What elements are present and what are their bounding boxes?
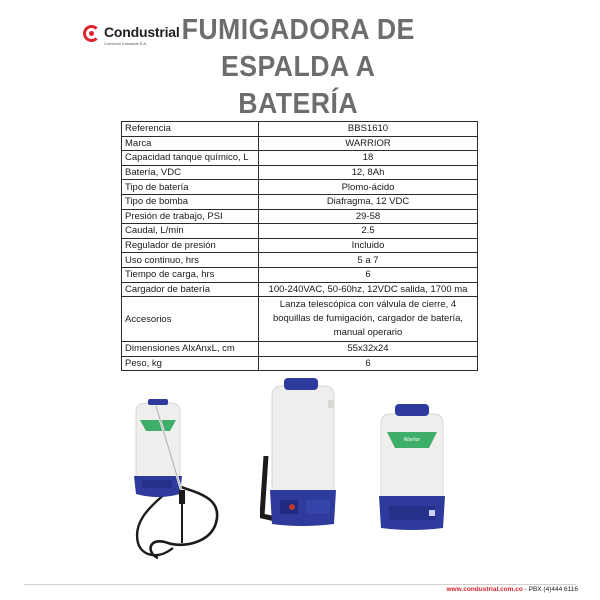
spec-value: 6	[259, 356, 478, 371]
spec-label: Presión de trabajo, PSI	[122, 209, 259, 224]
spec-row	[122, 165, 478, 180]
spec-row	[122, 151, 478, 166]
spec-label: Batería, VDC	[122, 165, 259, 180]
spec-label: Tipo de bomba	[122, 194, 259, 209]
product-image-front-view	[377, 402, 447, 532]
brand-logo-icon	[83, 25, 100, 42]
brand-logo	[83, 24, 179, 50]
spec-row	[122, 253, 478, 268]
spec-label: Regulador de presión	[122, 238, 259, 253]
footer-phone: - PBX (4)444 6116	[522, 586, 578, 593]
spec-value: 55x32x24	[259, 342, 478, 357]
specifications-table-body	[122, 122, 478, 371]
spec-label: Marca	[122, 136, 259, 151]
spec-row	[122, 297, 478, 342]
spec-label: Peso, kg	[122, 356, 259, 371]
spec-row	[122, 136, 478, 151]
spec-row	[122, 224, 478, 239]
spec-label: Cargador de batería	[122, 282, 259, 297]
spec-label: Referencia	[122, 122, 259, 137]
page-title	[174, 12, 422, 123]
product-image-side-view	[260, 376, 340, 528]
spec-value: 100-240VAC, 50-60hz, 12VDC salida, 1700 ma	[259, 282, 478, 297]
spec-label: Uso continuo, hrs	[122, 253, 259, 268]
spec-row	[122, 238, 478, 253]
footer-contact	[447, 586, 579, 593]
spec-value: 18	[259, 151, 478, 166]
spec-value: 29-58	[259, 209, 478, 224]
spec-value: 2.5	[259, 224, 478, 239]
spec-value: BBS1610	[259, 122, 478, 137]
footer-divider	[24, 584, 576, 585]
spec-value: Diafragma, 12 VDC	[259, 194, 478, 209]
spec-row	[122, 180, 478, 195]
spec-row	[122, 342, 478, 357]
spec-value: Lanza telescópica con válvula de cierre, 4 boquillas de fumigación, cargador de batería, manual operario	[259, 297, 478, 342]
spec-label: Tipo de batería	[122, 180, 259, 195]
spec-row	[122, 267, 478, 282]
footer-website[interactable]: www.condustrial.com.co	[446, 586, 523, 593]
spec-row	[122, 282, 478, 297]
spec-value: Incluido	[259, 238, 478, 253]
spec-value: 12, 8Ah	[259, 165, 478, 180]
brand-name: Condustrial	[104, 24, 180, 40]
spec-label: Dimensiones AlxAnxL, cm	[122, 342, 259, 357]
spec-value: 6	[259, 267, 478, 282]
spec-label: Accesorios	[122, 297, 259, 342]
title-line-2: ESPALDA A BATERÍA	[221, 51, 376, 120]
spec-label: Capacidad tanque químico, L	[122, 151, 259, 166]
spec-value: WARRIOR	[259, 136, 478, 151]
spec-label: Caudal, L/min	[122, 224, 259, 239]
spec-row	[122, 209, 478, 224]
product-image-with-lance	[128, 398, 228, 563]
spec-row	[122, 194, 478, 209]
title-line-1: FUMIGADORA DE	[181, 14, 415, 46]
brand-tagline: Comercio Industrial S.A.	[104, 41, 148, 46]
product-brand-label: Warrior	[403, 437, 421, 443]
spec-label: Tiempo de carga, hrs	[122, 267, 259, 282]
spec-row	[122, 356, 478, 371]
spec-value: 5 a 7	[259, 253, 478, 268]
spec-value: Plomo-ácido	[259, 180, 478, 195]
spec-row	[122, 122, 478, 137]
specifications-table	[121, 121, 478, 371]
